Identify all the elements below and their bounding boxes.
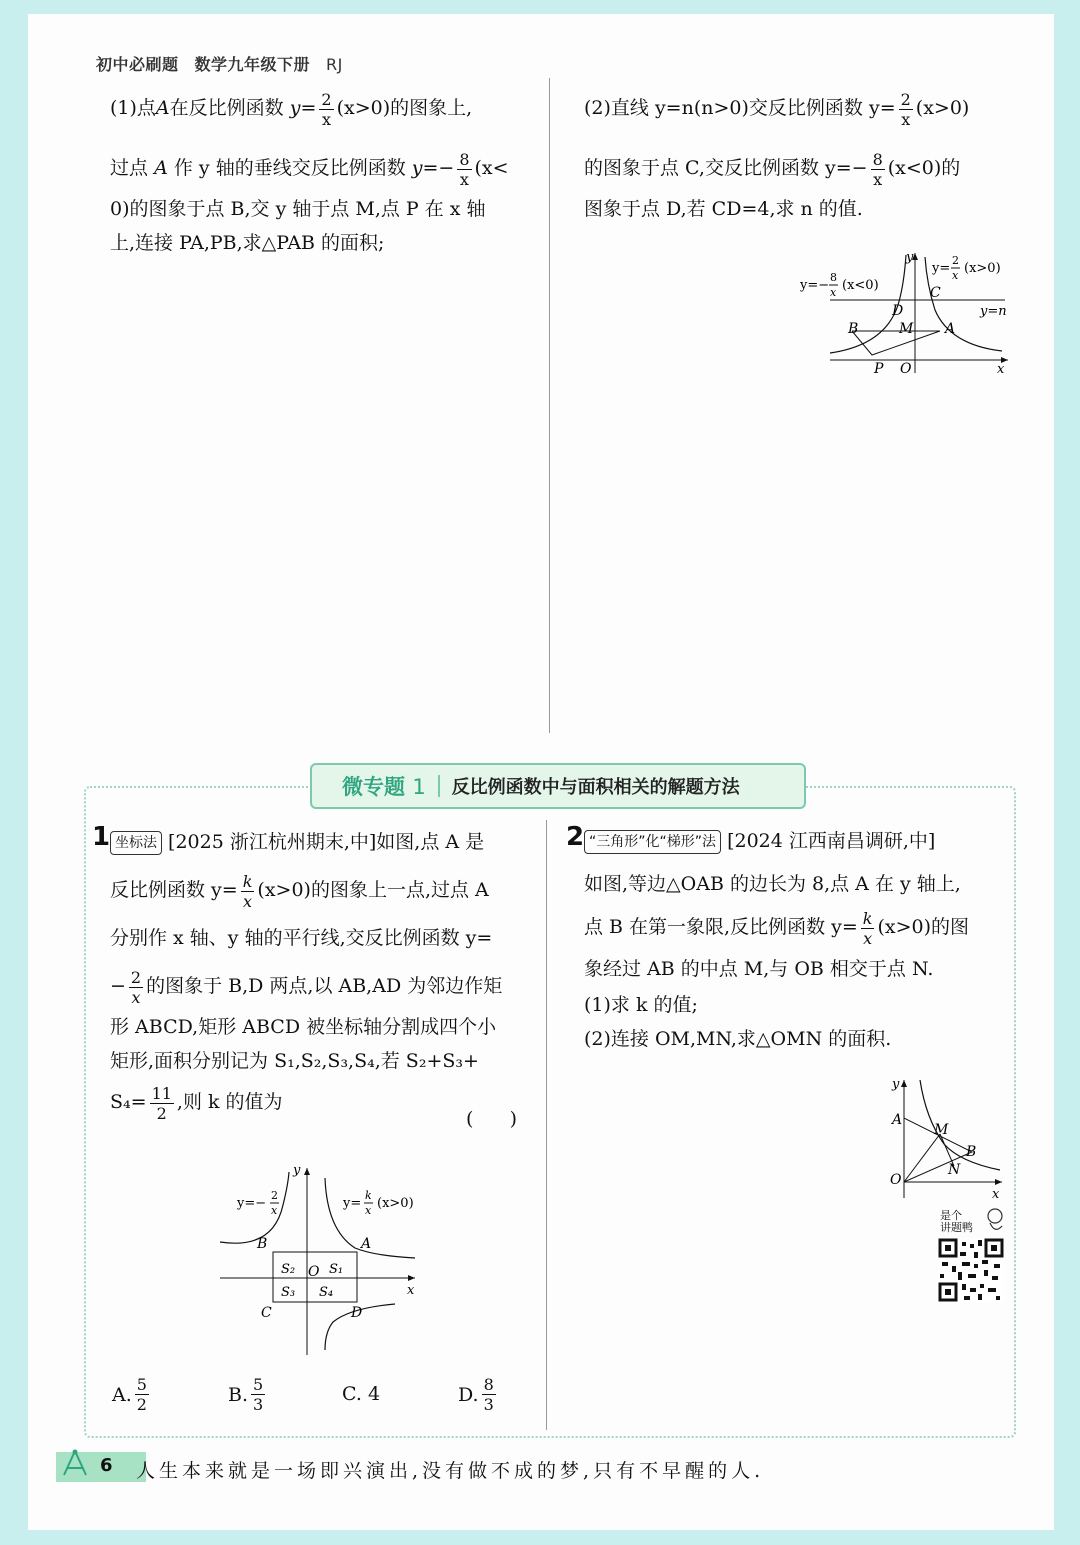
fig1-left-n: 8 [830,271,837,284]
question-1 [110,818,540,1126]
fig3-A: A [892,1112,903,1128]
q1-line4a: − [110,975,126,997]
subject-title: 数学九年级下册 [194,55,311,74]
p1-line2b: 作 [173,157,193,179]
p2-line1b: (x>0) [915,97,970,119]
fig1-P: P [874,361,884,377]
p1-line2a: 过点 [110,157,149,179]
fig2-S1: S₁ [329,1262,344,1277]
p1-fraction2: $\frac{8}{x}$ [459,149,470,189]
figure-question-1 [215,1160,425,1360]
fig2-x: x [407,1283,415,1298]
figure-question-2 [882,1074,1007,1202]
p1-point-a2: A [154,157,168,179]
p1-line2d: (x< [474,157,509,179]
qr-label: 是个 讲题鸭 [940,1209,973,1234]
fig2-D: D [351,1305,363,1321]
fig1-left-dom: (x<0) [842,278,879,293]
fig3-O: O [890,1172,902,1188]
topic-separator [438,775,440,797]
q1-line3: 分别作 x 轴、y 轴的平行线,交反比例函数 y= [110,927,493,949]
q1-line2a: 反比例函数 y= [110,879,238,901]
qr-code-icon[interactable] [938,1238,1004,1302]
fig1-left-label: y=− [800,278,830,293]
question-2 [584,818,1014,1056]
fig1-C: C [930,285,941,301]
fig1-y: y [906,250,914,265]
fig2-S4: S₄ [319,1285,334,1300]
topic-title: 反比例函数中与面积相关的解题方法 [451,777,740,798]
p1-eq: y= [289,97,317,119]
fig2-B: B [257,1236,268,1252]
q2-line3: 象经过 AB 的中点 M,与 OB 相交于点 N. [584,958,934,980]
fig2-O: O [308,1264,320,1280]
book-title: 初中必刷题 [96,55,179,74]
fig2-S3: S₃ [281,1285,296,1300]
q1-method-tag: 坐标法 [110,831,162,855]
q2-line1: 如图,等边△OAB 的边长为 8,点 A 在 y 轴上, [584,873,961,895]
figure-problem-1 [790,245,1020,380]
fig1-yn: y=n [980,304,1007,319]
q2-fraction: $\frac{k}{x}$ [862,908,873,948]
fig1-D: D [892,303,904,319]
fig2-right-dom: (x>0) [377,1196,414,1211]
q1-fraction3: $\frac{11}{2}$ [151,1083,172,1123]
fig2-right-n: k [365,1189,372,1202]
q1-number: 1 [92,822,111,852]
fig1-A: A [945,321,956,337]
fig1-O: O [900,361,912,377]
q1-line4b: 的图象于 B,D 两点,以 AB,AD 为邻边作矩 [146,975,503,997]
q2-line0: [2024 江西南昌调研,中] [727,830,936,852]
q1-line5: 形 ABCD,矩形 ABCD 被坐标轴分割成四个小 [110,1016,497,1038]
option-a[interactable]: A. $\frac{5}{2}$ [112,1375,147,1414]
p2-fraction2: $\frac{8}{x}$ [872,149,883,189]
fig3-y: y [892,1077,900,1092]
compass-logo-icon [58,1448,92,1478]
fig3-M: M [934,1122,949,1138]
problem-part-1: (1)点A在反比例函数 y= $\frac{2}{x}$ (x>0)的图象上, 过点 A 作 y 轴的垂线交反比例函数 y=− $\frac{8}{x}$ (x< 0)的图象于点 B,交 y 轴于点 M,点 P 在 x 轴 上,连接 PA,PB,求△PAB 的面积; [110,89,509,254]
fig2-right-d: x [365,1204,372,1217]
fig1-right-label: y= [932,261,951,276]
fig1-x: x [997,362,1005,377]
p1-fraction: $\frac{2}{x}$ [321,89,332,129]
fig2-left-d: x [271,1204,278,1217]
p1-text3: (x>0)的图象上, [336,97,473,119]
q1-fraction: $\frac{k}{x}$ [242,871,253,911]
column-divider [549,78,550,733]
fig2-left-n: 2 [271,1189,278,1202]
p1-line3: 0)的图象于点 B,交 y 轴于点 M,点 P 在 x 轴 [110,198,486,220]
q2-method-tag: “三角形”化“梯形”法 [584,830,721,854]
fig3-x: x [992,1187,1000,1202]
q2-line4: (1)求 k 的值; [584,994,698,1016]
option-d[interactable]: D. $\frac{8}{3}$ [458,1375,494,1414]
p1-line2c: 轴的垂线交反比例函数 [215,157,406,179]
option-c[interactable]: C. 4 [342,1383,381,1405]
p1-text: (1)点 [110,97,156,119]
topic-tag: 微专题 1 [342,775,426,799]
p1-text2: 在反比例函数 [169,97,284,119]
fig1-right-dom: (x>0) [964,261,1001,276]
option-b[interactable]: B. $\frac{5}{3}$ [228,1375,264,1414]
page-number: 6 [100,1455,113,1476]
p1-point-a: A [155,97,170,119]
running-header [96,52,359,75]
p2-fraction: $\frac{2}{x}$ [900,89,911,129]
q1-line1: [2025 浙江杭州期末,中]如图,点 A 是 [168,831,485,853]
p2-line1a: (2)直线 y=n(n>0)交反比例函数 y= [584,97,896,119]
q2-line2b: (x>0)的图 [877,916,970,938]
p1-line4: 上,连接 PA,PB,求△PAB 的面积; [110,232,385,254]
fig2-C: C [261,1305,272,1321]
q1-line7a: S₄= [110,1091,147,1113]
edition-label: RJ [326,55,343,74]
q1-fraction2: $\frac{2}{x}$ [130,967,142,1007]
fig3-N: N [948,1162,961,1178]
fig1-left-d: x [830,286,837,299]
footer-motto: 人生本来就是一场即兴演出,没有做不成的梦,只有不早醒的人. [136,1460,765,1482]
q1-line7b: ,则 k 的值为 [176,1091,283,1113]
q2-line2a: 点 B 在第一象限,反比例函数 y= [584,916,858,938]
fig1-right-d: x [952,269,959,282]
column-divider-bottom [546,820,547,1430]
p1-eq2: y=− [411,157,455,179]
fig2-y: y [293,1163,301,1178]
duck-mascot-icon [984,1206,1006,1236]
p2-line2a: 的图象于点 C,交反比例函数 y=− [584,157,868,179]
fig1-right-n: 2 [952,254,959,267]
p2-line3: 图象于点 D,若 CD=4,求 n 的值. [584,198,863,220]
fig3-B: B [966,1144,977,1160]
fig2-A: A [361,1236,372,1252]
fig2-S2: S₂ [281,1262,296,1277]
q2-line5: (2)连接 OM,MN,求△OMN 的面积. [584,1028,892,1050]
fig1-B: B [848,321,859,337]
p2-line2b: (x<0)的 [887,157,961,179]
q1-line6: 矩形,面积分别记为 S₁,S₂,S₃,S₄,若 S₂+S₃+ [110,1050,479,1072]
fig2-right-label: y= [343,1196,362,1211]
answer-paren: ( ) [466,1108,518,1130]
fig2-left-label: y=− [237,1196,267,1211]
problem-part-2 [584,84,1014,226]
fig1-M: M [899,321,914,337]
q1-line2b: (x>0)的图象上一点,过点 A [257,879,489,901]
q2-number: 2 [566,822,585,852]
topic-banner [310,763,806,809]
